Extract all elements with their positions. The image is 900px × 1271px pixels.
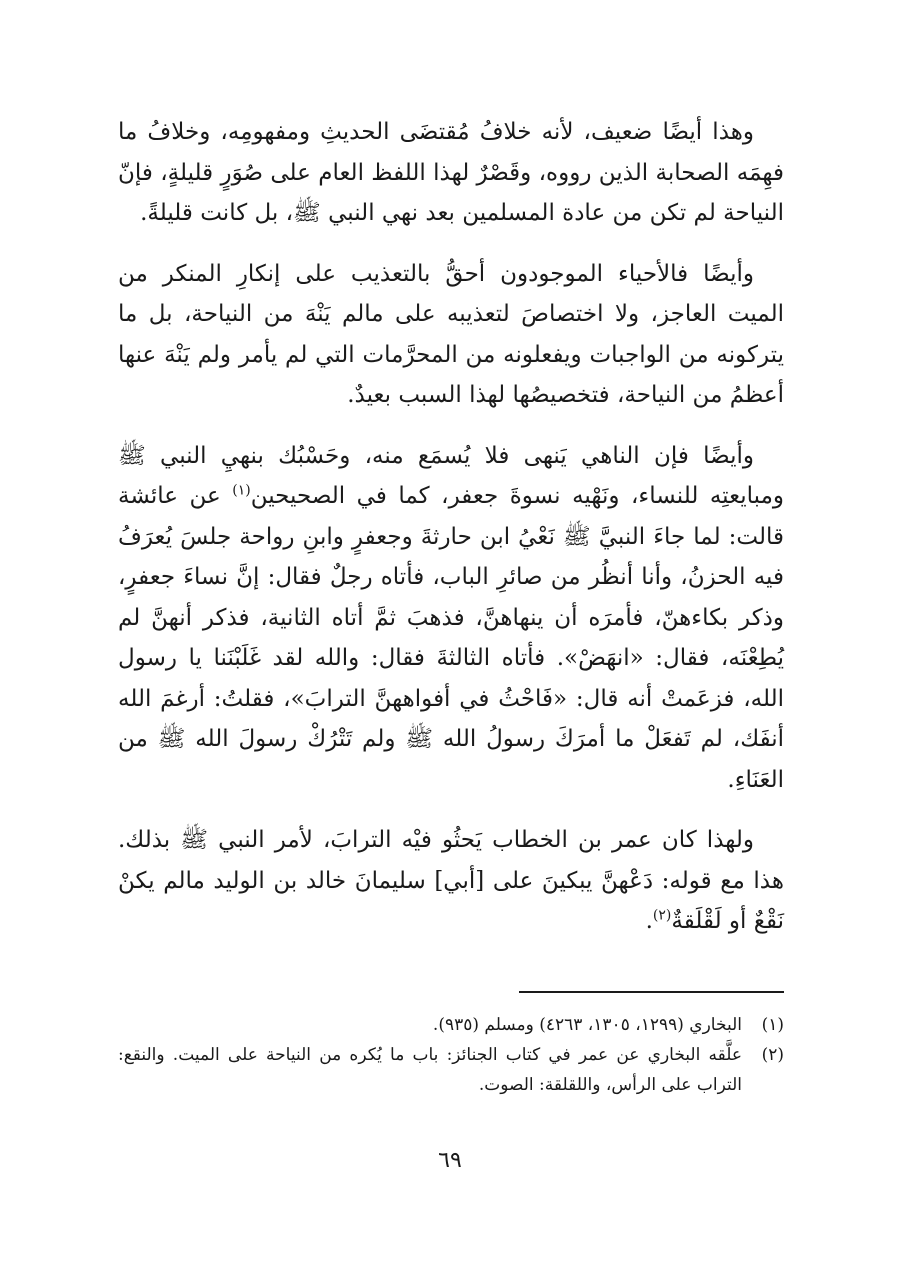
main-text [118,112,784,962]
paragraph-umar-ibn-khattab [118,820,784,942]
footnote-separator [519,991,784,993]
footnotes [118,1010,784,1100]
paragraph-text-end: . [645,908,653,934]
footnote-1 [118,1010,784,1040]
page-number: ٦٩ [438,1148,462,1173]
footnote-reference-1[interactable]: (١) [232,482,251,499]
footnote-text: البخاري (١٢٩٩، ١٣٠٥، ٤٢٦٣) ومسلم (٩٣٥). [432,1015,742,1035]
paragraph-text-start: ولهذا كان عمر بن الخطاب يَحثُو فيْه الترابَ، لأمر النبي ﷺ بذلك. هذا مع قوله: دَعْهنَّ يبكينَ على [أبي] سليمانَ خالد بن الوليد مالم يكنْ نَقْعٌ أو لَقْلَقةٌ [118,827,784,934]
footnote-2 [118,1040,784,1100]
paragraph-forbidder-not-heard [118,436,784,801]
paragraph-weakness: وهذا أيضًا ضعيف، لأنه خلافُ مُقتضَى الحديثِ ومفهومِه، وخلافُ ما فهِمَه الصحابة الذين رووه، وقَصْرٌ لهذا اللفظ العام على صُوَرٍ قليلةٍ، فإنّ النياحة لم تكن من عادة المسلمين بعد نهي النبي ﷺ، بل كانت قليلةً. [118,119,784,226]
footnote-number: (٢) [761,1045,784,1065]
paragraph-living-more-deserving: وأيضًا فالأحياء الموجودون أحقُّ بالتعذيب على إنكارِ المنكر من الميت العاجز، ولا اختصاصَ لتعذيبه على مالم يَنْهَ من النياحة، بل ما يتركونه من الواجبات ويفعلونه من المحرَّمات التي لم يأمر ولم يَنْهَ عنها أعظمُ من النياحة، فتخصيصُها لهذا السبب بعيدٌ. [118,260,784,408]
footnote-text: علَّقه البخاري عن عمر في كتاب الجنائز: باب ما يُكره من النياحة على الميت. والنقع: التراب على الرأس، واللقلقة: الصوت. [118,1045,742,1095]
footnote-number: (١) [761,1015,784,1035]
paragraph-text-end: عن عائشة قالت: لما جاءَ النبيَّ ﷺ نَعْيُ ابن حارثةَ وجعفرٍ وابنِ رواحة جلسَ يُعرَفُ فيه الحزنُ، وأنا أنظُر من صائرِ الباب، فأتاه رجلٌ فقال: إنَّ نساءَ جعفرٍ، وذكر بكاءهنّ، فأمرَه أن ينهاهنَّ، فذهبَ ثمَّ أتاه الثانية، فذكر أنهنَّ لم يُطِعْنَه، فقال: «انهَضْ». فأتاه الثالثةَ فقال: والله لقد غَلَبْنَنا يا رسول الله، فزعَمتْ أنه قال: «فَاحْثُ في أفواههنَّ الترابَ»، فقلتُ: أرغمَ الله أنفَك، لم تَفعَلْ ما أمرَكَ رسولُ الله ﷺ ولم تَتْرُكْ رسولَ الله ﷺ من العَنَاءِ. [118,483,784,793]
footnote-reference-2[interactable]: (٢) [652,907,672,924]
paragraph-text-start: وأيضًا فإن الناهي يَنهى فلا يُسمَع منه، وحَسْبُك بنهيِ النبي ﷺ ومبايعتِه للنساء، ونَهْيه نسوةَ جعفر، كما في الصحيحين [118,442,784,509]
